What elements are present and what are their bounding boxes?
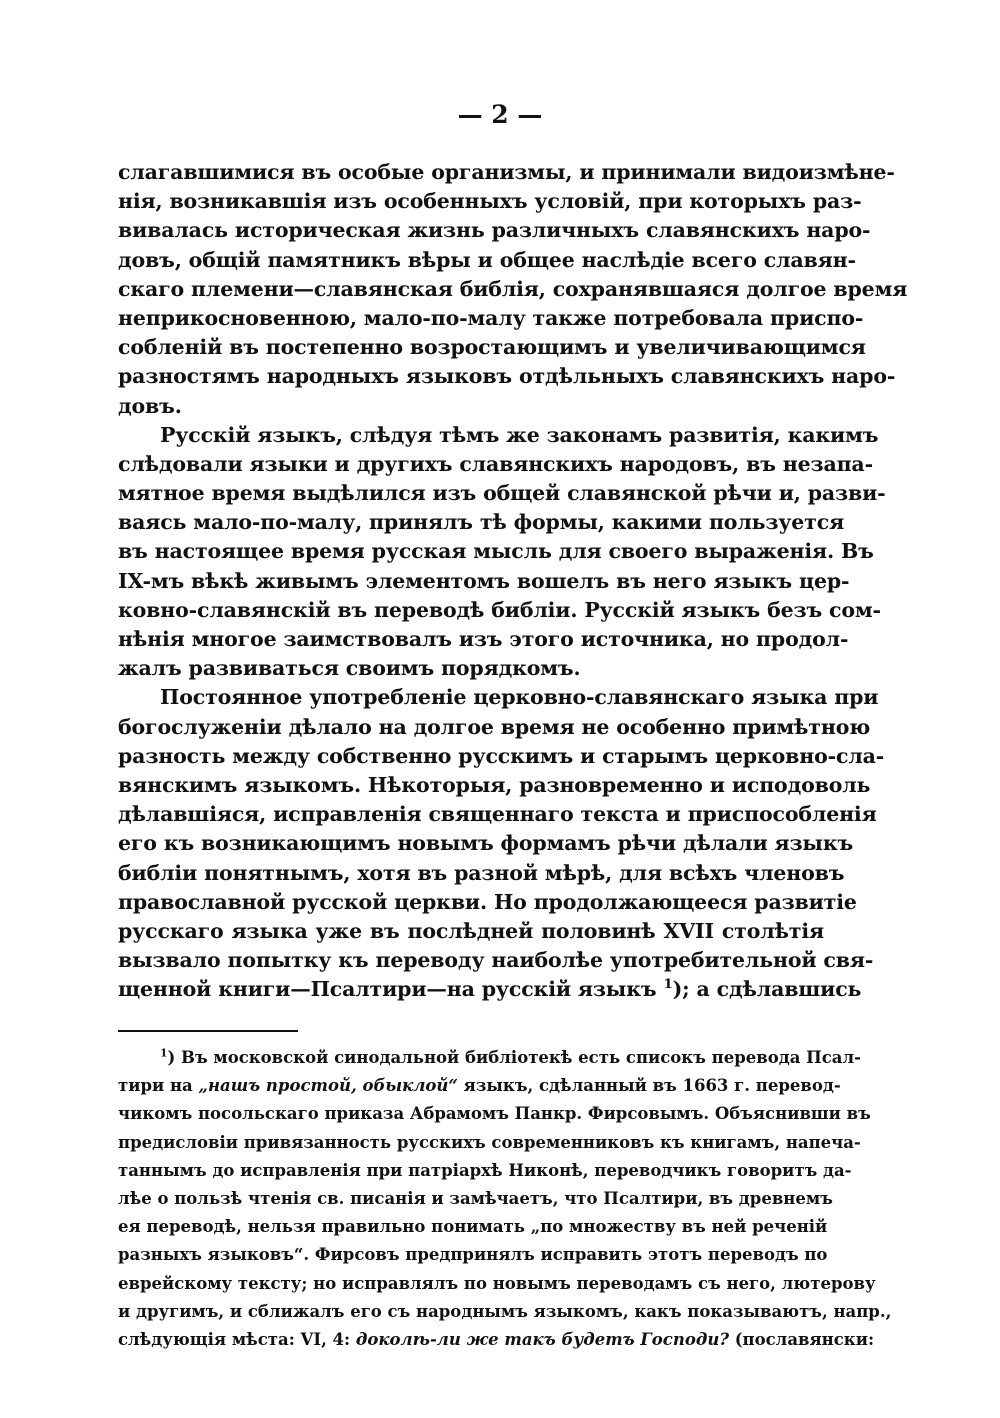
text-span: тири на [118, 1076, 193, 1096]
quoted-phrase: доколѣ-ли же такъ будетъ Господи? [355, 1329, 729, 1349]
footnote-reference[interactable]: 1 [663, 976, 673, 993]
text-line: его къ возникающимъ новымъ формамъ рѣчи дѣлали языкъ [118, 831, 854, 856]
text-line: собленій въ постепенно возростающимъ и увеличивающимся [118, 335, 866, 360]
footnote-line: еврейскому тексту; но исправлялъ по новымъ переводамъ съ него, лютерову [118, 1273, 876, 1293]
footnote-line: разныхъ языковъ“. Фирсовъ предпринялъ исправить этотъ переводъ по [118, 1245, 828, 1265]
text-line: разность между собственно русскимъ и старымъ церковно-сла- [118, 743, 885, 768]
text-line: православной русской церкви. Но продолжающееся развитіе [118, 889, 857, 914]
page-number: — 2 — [457, 100, 543, 129]
text-line: ваясь мало-по-малу, принялъ тѣ формы, какими пользуется [118, 510, 845, 535]
text-line: жалъ развиваться своимъ порядкомъ. [118, 656, 581, 681]
text-line: Русскій языкъ, слѣдуя тѣмъ же законамъ развитія, какимъ [160, 422, 879, 447]
text-line: неприкосновенною, мало-по-малу также потребовала приспо- [118, 305, 864, 330]
text-line: ковно-славянскій въ переводѣ библіи. Русскій языкъ безъ сом- [118, 597, 881, 622]
text-span: (пославянски: [734, 1329, 875, 1349]
text-line: нія, возникавшія изъ особенныхъ условій, при которыхъ раз- [118, 189, 862, 214]
text-span: ); а сдѣлавшись [672, 977, 862, 1002]
footnote-line: чикомъ посольскаго приказа Абрамомъ Панкр. Фирсовымъ. Объяснивши въ [118, 1104, 871, 1124]
text-line: скаго племени—славянская библія, сохранявшаяся долгое время [118, 276, 908, 301]
footnote-line: и другимъ, и сближалъ его съ народнымъ языкомъ, какъ показываютъ, напр., [118, 1301, 892, 1321]
footnote-marker: 1 [160, 1046, 168, 1060]
text-line: нѣнія многое заимствовалъ изъ этого источника, но продол- [118, 627, 849, 651]
footnote-divider [118, 1030, 298, 1032]
text-line: вивалась историческая жизнь различныхъ славянскихъ наро- [118, 218, 871, 243]
footnote-line [118, 1072, 841, 1100]
text-line: IX-мъ вѣкѣ живымъ элементомъ вошелъ въ него языкъ цер- [118, 568, 850, 593]
footnote-line: лѣе о пользѣ чтенія св. писанія и замѣчаетъ, что Псалтири, въ древнемъ [118, 1188, 833, 1208]
text-line: разностямъ народныхъ языковъ отдѣльныхъ славянскихъ наро- [118, 364, 896, 389]
footnote-line: предисловіи привязанность русскихъ современниковъ къ книгамъ, напеча- [118, 1132, 861, 1152]
text-span: языкъ, сдѣланный въ 1663 г. перевод- [463, 1076, 841, 1096]
text-span: слѣдующія мѣста: VI, 4: [118, 1329, 351, 1349]
text-line: слагавшимися въ особые организмы, и принимали видоизмѣне- [118, 160, 895, 184]
text-line: вянскимъ языкомъ. Нѣкоторыя, разновременно и исподоволь [118, 772, 871, 797]
text-span: щенной книги—Псалтири—на русскій языкъ [118, 977, 657, 1002]
text-line: богослуженіи дѣлало на долгое время не особенно примѣтною [118, 714, 871, 739]
footnote-line [118, 1326, 875, 1354]
footnote [118, 1044, 892, 1349]
footnote-line: ея переводѣ, нельзя правильно понимать „по множеству въ ней реченій [118, 1217, 828, 1237]
text-line: довъ, общій памятникъ вѣры и общее наслѣдіе всего славян- [118, 247, 856, 272]
text-line: довъ. [118, 393, 182, 418]
text-line: вызвало попытку къ переводу наиболѣе употребительной свя- [118, 948, 874, 973]
footnote-line [118, 1044, 861, 1072]
text-line: слѣдовали языки и другихъ славянскихъ народовъ, въ незапа- [118, 451, 873, 476]
text-line: библіи понятнымъ, хотя въ разной мѣрѣ, для всѣхъ членовъ [118, 860, 845, 885]
text-line [118, 975, 862, 1004]
text-span: ) Въ московской синодальной библіотекѣ есть списокъ перевода Псал- [167, 1048, 861, 1067]
body-text [118, 158, 908, 1038]
text-line: мятное время выдѣлился изъ общей славянской рѣчи и, разви- [118, 481, 886, 506]
footnote-line: таннымъ до исправленія при патріархѣ Никонѣ, переводчикъ говоритъ да- [118, 1160, 852, 1180]
quoted-phrase: „нашъ простой, обыклой“ [198, 1076, 458, 1096]
text-line: Постоянное употребленіе церковно-славянскаго языка при [160, 685, 879, 710]
text-line: дѣлавшіяся, исправленія священнаго текста и приспособленія [118, 802, 877, 827]
text-line: въ настоящее время русская мысль для своего выраженія. Въ [118, 539, 874, 564]
text-line: русскаго языка уже въ послѣдней половинѣ XVII столѣтія [118, 918, 824, 943]
